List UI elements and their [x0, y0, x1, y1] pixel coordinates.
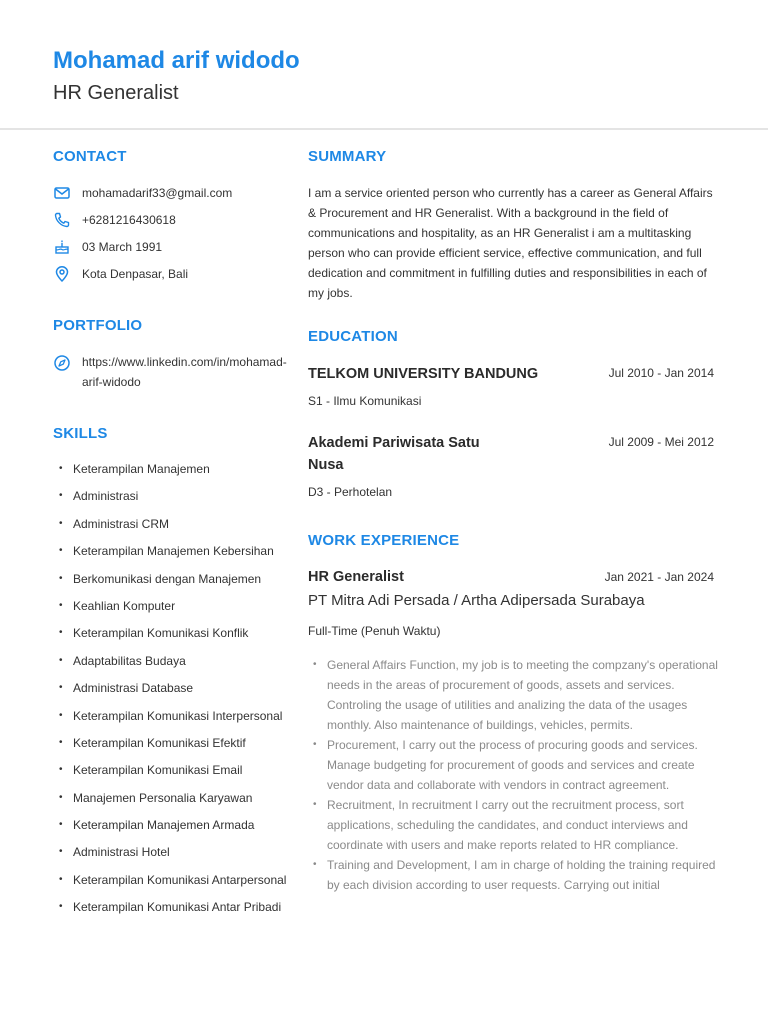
skills-list [59, 457, 286, 923]
education-dates: Jul 2010 - Jan 2014 [608, 366, 714, 380]
contact-birthdate-text: 03 March 1991 [82, 240, 163, 254]
location-pin-icon [53, 265, 71, 283]
skill-item: • Keterampilan Komunikasi Antar Pribadi [59, 895, 286, 922]
summary-text: I am a service oriented person who currently has a career as General Affairs & Procurement and HR Generalist. With a background in the field of communications and hospitality, as an HR Generalist i am a multitasking person who can provide efficient service, effective communication, and full dedication and commitment in fulfilling duties and responsibilities in each of my jobs. [308, 186, 713, 300]
summary-heading: SUMMARY [308, 148, 387, 165]
contact-heading: CONTACT [53, 148, 127, 165]
education-dates: Jul 2009 - Mei 2012 [608, 435, 714, 449]
skill-item: • Keterampilan Komunikasi Efektif [59, 731, 286, 758]
skill-item: • Keterampilan Manajemen Kebersihan [59, 539, 286, 566]
phone-icon [53, 211, 71, 229]
skill-item: • Adaptabilitas Budaya [59, 649, 286, 676]
skill-item: • Keterampilan Komunikasi Email [59, 758, 286, 785]
contact-email[interactable] [53, 183, 233, 203]
job-dates: Jan 2021 - Jan 2024 [604, 570, 714, 584]
skill-item: • Keterampilan Manajemen [59, 457, 286, 484]
skill-item: • Administrasi [59, 484, 286, 511]
header-divider [0, 128, 768, 130]
contact-phone-text: +6281216430618 [82, 213, 176, 227]
compass-icon [53, 354, 71, 372]
skill-item: • Administrasi Hotel [59, 840, 286, 867]
candidate-role: HR Generalist [53, 82, 179, 104]
cake-icon [53, 238, 71, 256]
skill-item: • Berkomunikasi dengan Manajemen [59, 567, 286, 594]
responsibility-item: • Training and Development, I am in charge of holding the training required by each division according to user requests. Carrying out initial [313, 855, 718, 895]
education-degree: S1 - Ilmu Komunikasi [308, 394, 422, 408]
job-company: PT Mitra Adi Persada / Artha Adipersada Surabaya [308, 592, 645, 609]
job-responsibilities [313, 655, 718, 895]
contact-location [53, 264, 189, 284]
job-type: Full-Time (Penuh Waktu) [308, 624, 441, 638]
mail-icon [53, 184, 71, 202]
job-title: HR Generalist [308, 569, 404, 585]
contact-phone[interactable] [53, 210, 176, 230]
candidate-name: Mohamad arif widodo [53, 47, 300, 74]
skill-item: • Administrasi CRM [59, 512, 286, 539]
education-institution: TELKOM UNIVERSITY BANDUNG [308, 366, 539, 382]
skill-item: • Manajemen Personalia Karyawan [59, 786, 286, 813]
work-experience-heading: WORK EXPERIENCE [308, 532, 460, 549]
education-degree: D3 - Perhotelan [308, 485, 393, 499]
skill-item: • Keahlian Komputer [59, 594, 286, 621]
contact-email-text: mohamadarif33@gmail.com [82, 186, 233, 200]
responsibility-item: • Recruitment, In recruitment I carry out the recruitment process, sort applications, scheduling the candidates, and conduct interviews and coordinate with users and make reports related to HR compliance. [313, 795, 718, 855]
education-institution: Akademi Pariwisata Satu Nusa [308, 435, 480, 473]
education-heading: EDUCATION [308, 328, 398, 345]
responsibility-item: • General Affairs Function, my job is to meeting the compzany's operational needs in the areas of procurement of goods, assets and services. Controling the usage of utilities and analizing the data of the usages monthly. Also maintenance of buildings, vehicles, permits. [313, 655, 718, 735]
skill-item: • Keterampilan Komunikasi Interpersonal [59, 704, 286, 731]
skills-heading: SKILLS [53, 425, 108, 442]
contact-location-text: Kota Denpasar, Bali [82, 267, 189, 281]
portfolio-url[interactable]: https://www.linkedin.com/in/mohamad-arif-widodo [82, 355, 287, 389]
skill-item: • Keterampilan Komunikasi Antarpersonal [59, 868, 286, 895]
skill-item: • Administrasi Database [59, 676, 286, 703]
contact-birthdate [53, 237, 163, 257]
responsibility-item: • Procurement, I carry out the process of procuring goods and services. Manage budgeting for procurement of goods and services and create vendor data and collaborate with vendors in contract agreement. [313, 735, 718, 795]
skill-item: • Keterampilan Manajemen Armada [59, 813, 286, 840]
skill-item: • Keterampilan Komunikasi Konflik [59, 621, 286, 648]
portfolio-heading: PORTFOLIO [53, 317, 143, 334]
